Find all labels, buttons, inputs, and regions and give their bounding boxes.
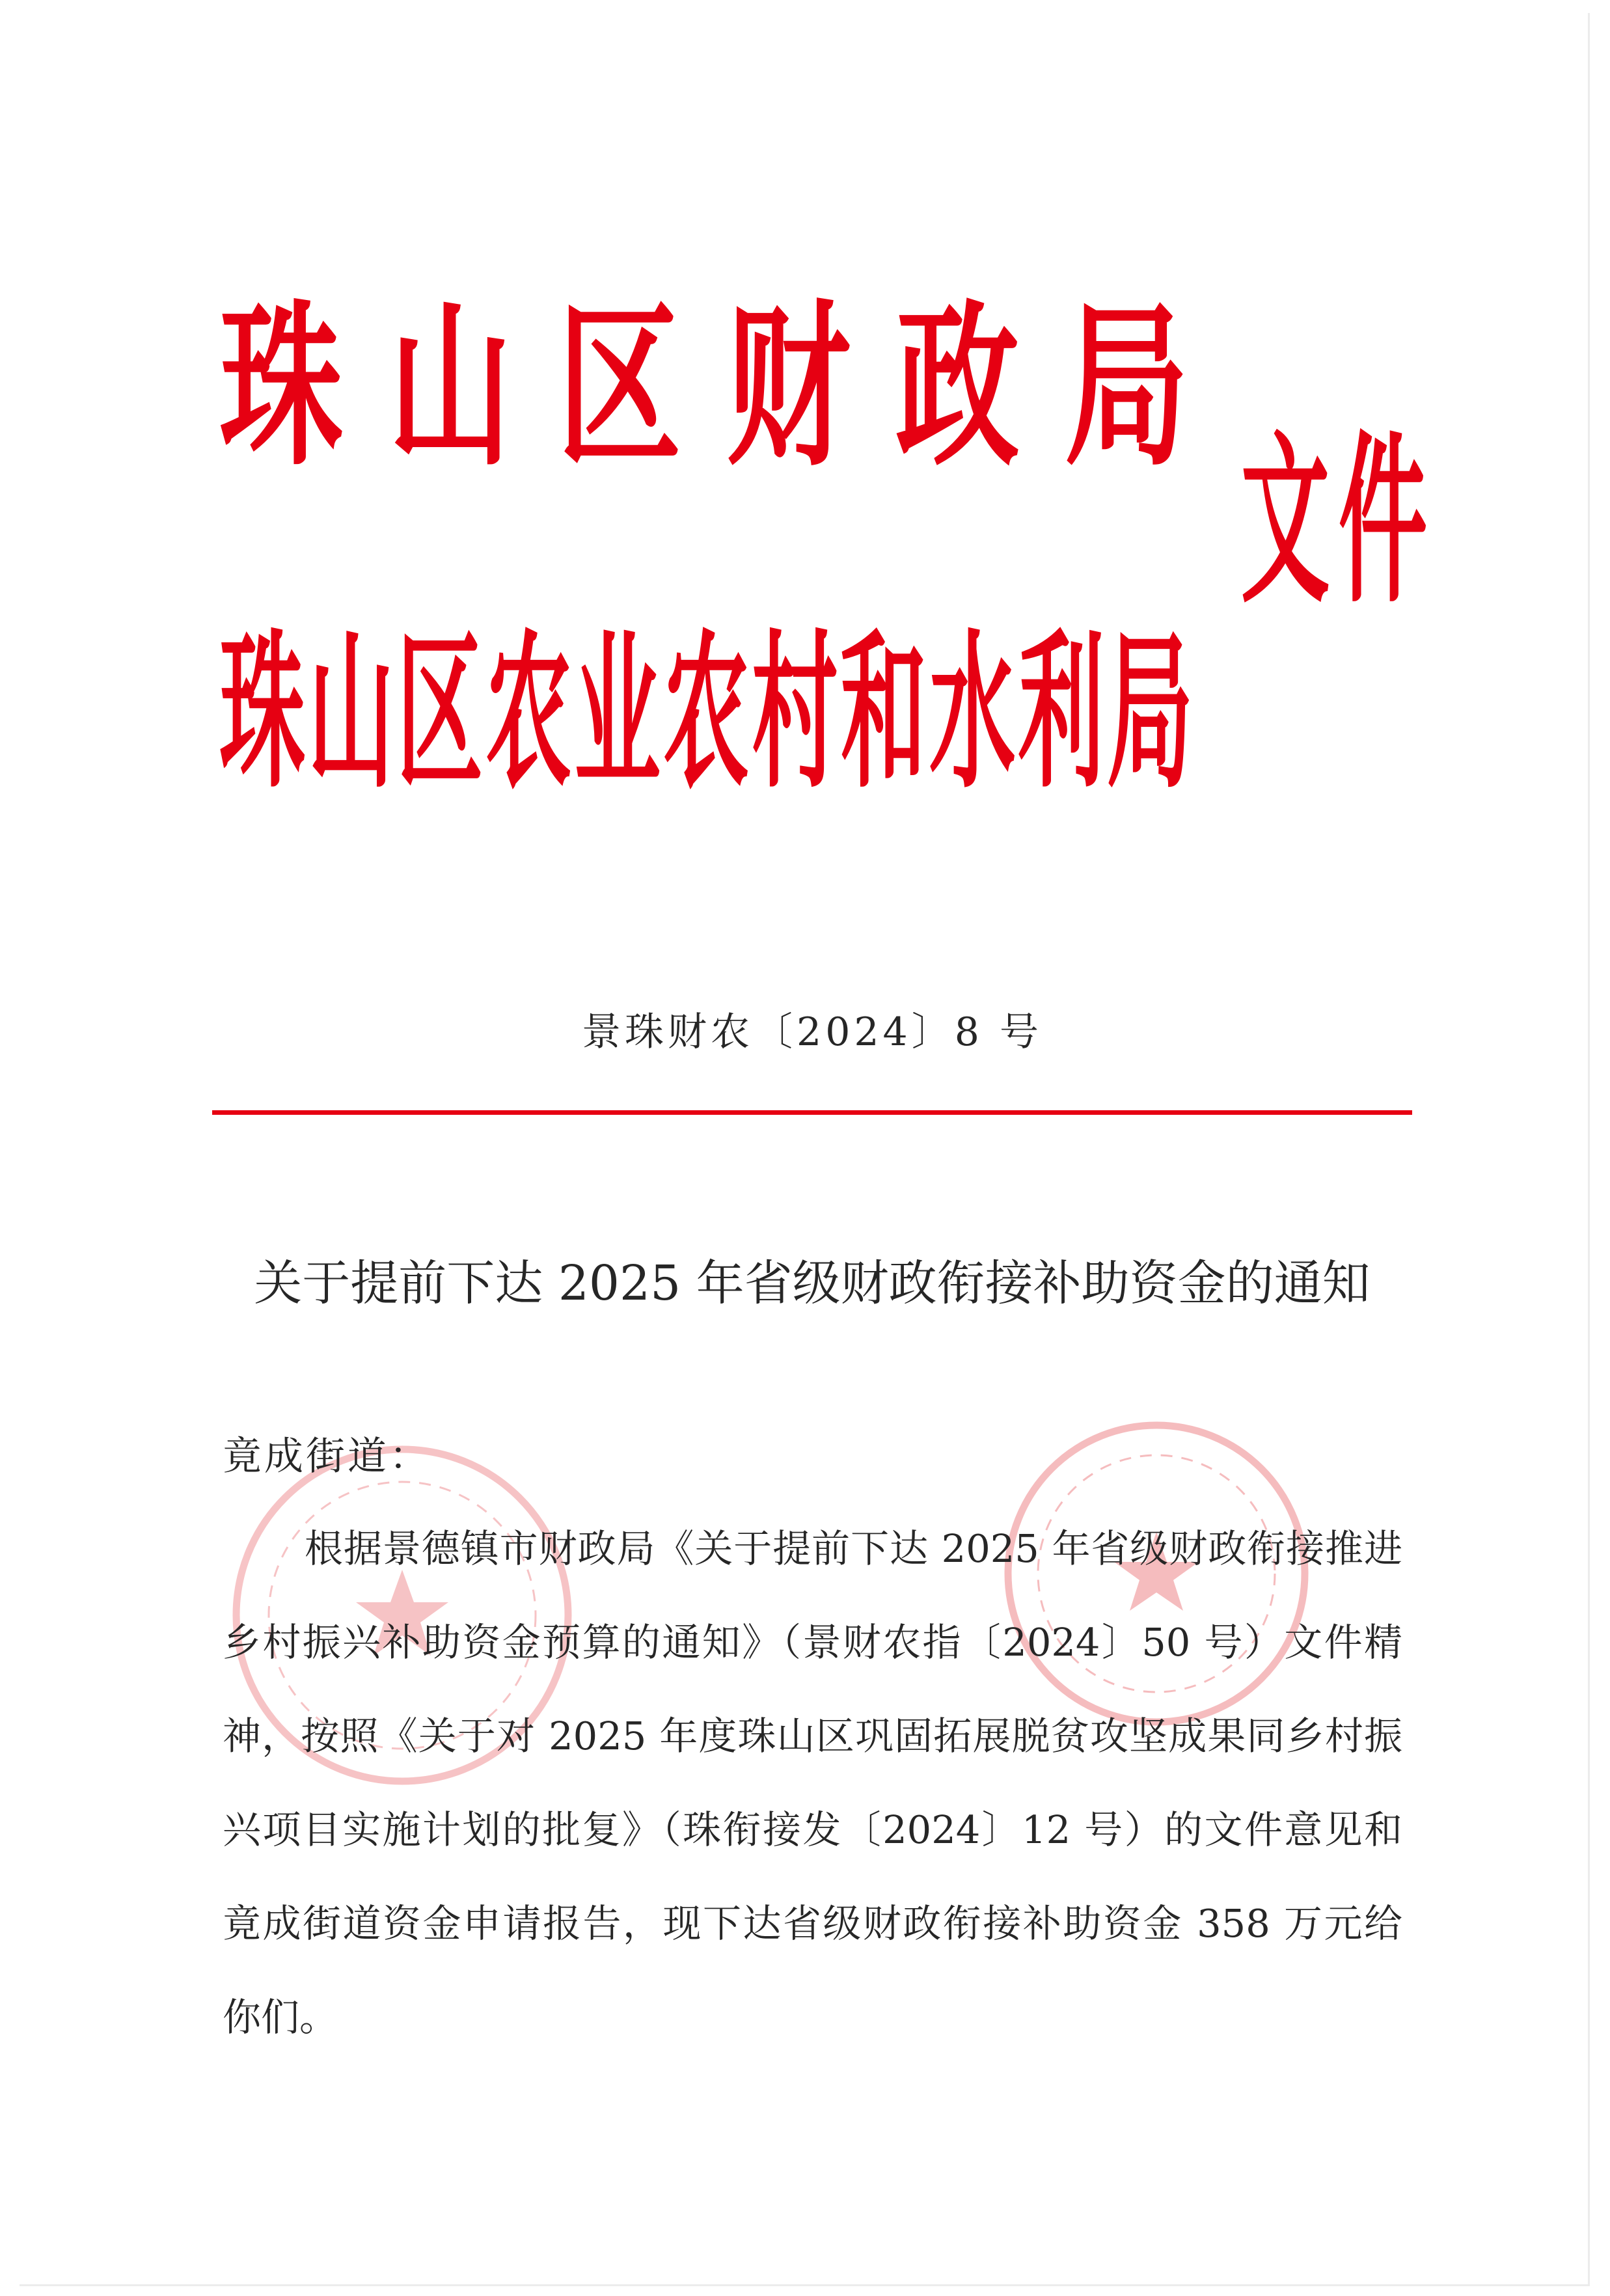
body-line: 根据景德镇市财政局《关于提前下达 2025 年省级财政衔接推进 (305, 1526, 1402, 1571)
issuer-name-finance-bureau: 珠 山 区 财 政 局 (219, 285, 1188, 490)
body-line: 乡村振兴补助资金预算的通知》（景财农指〔2024〕50 号）文件精 (223, 1620, 1402, 1665)
body-line: 你们。 (223, 1995, 338, 2040)
body-line: 兴项目实施计划的批复》（珠衔接发〔2024〕12 号）的文件意见和 (223, 1807, 1402, 1852)
document-number: 景珠财农〔2024〕8 号 (582, 1009, 1043, 1055)
body-line: 竟成街道资金申请报告，现下达省级财政衔接补助资金 358 万元给 (223, 1901, 1402, 1946)
recipient-salutation: 竟成街道： (223, 1434, 431, 1479)
body-line: 神，按照《关于对 2025 年度珠山区巩固拓展脱贫攻坚成果同乡村振 (223, 1714, 1402, 1758)
document-type-label: 文件 (1241, 417, 1427, 629)
issuer-name-agriculture-bureau: 珠山区农业农村和水利局 (219, 615, 1193, 812)
body-paragraph (223, 1502, 1402, 2064)
document-title: 关于提前下达 2025 年省级财政衔接补助资金的通知 (254, 1255, 1371, 1311)
red-separator-line (212, 1110, 1412, 1115)
